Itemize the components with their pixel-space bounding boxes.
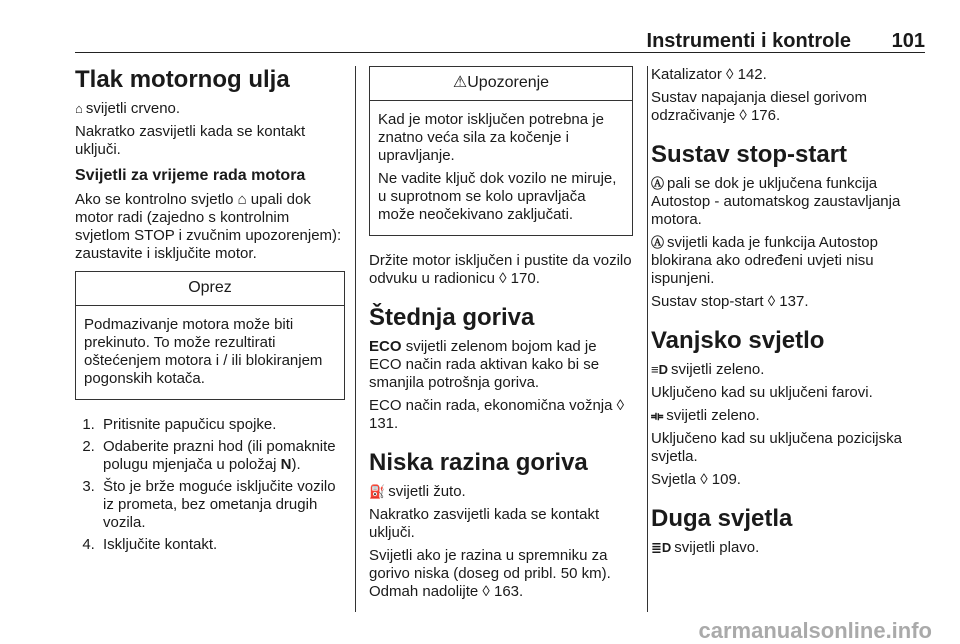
warning-box bbox=[369, 66, 633, 236]
heading-low-fuel: Niska razina goriva bbox=[369, 449, 588, 476]
catalyst-p: Katalizator ◊ 142. bbox=[651, 66, 767, 83]
ext-p4: Uključeno kad su uključena pozicijska svjetla. bbox=[651, 430, 902, 465]
stop-p2: Ⓐ svijetli kada je funkcija Autostop blokirana ako određeni uvjeti nisu ispunjeni. bbox=[651, 234, 878, 287]
caution-text: Podmazivanje motora može biti prekinuto. To može rezultirati oštećenjem motora i / ili blokiranjem pogonskih kotača. bbox=[84, 316, 323, 387]
page-number: 101 bbox=[891, 30, 925, 52]
autostop-blocked-icon: Ⓐ bbox=[651, 235, 665, 250]
low-beam-icon: ≡D bbox=[651, 362, 668, 377]
tow-p: Držite motor isključen i pustite da vozilo odvuku u radionicu ◊ 170. bbox=[369, 252, 632, 287]
list-item: 4. Isključite kontakt. bbox=[99, 536, 345, 554]
ext-p5: Svjetla ◊ 109. bbox=[651, 471, 741, 488]
stop-p1: Ⓐ pali se dok je uključena funkcija Autostop - automatskog zaustavljanja motora. bbox=[651, 175, 901, 228]
column-2 bbox=[369, 66, 633, 606]
column-1 bbox=[75, 66, 345, 558]
eco-p2: ECO način rada, ekonomična vožnja ◊ 131. bbox=[369, 397, 625, 432]
list-item: 1. Pritisnite papučicu spojke. bbox=[99, 416, 345, 434]
watermark: carmanualsonline.info bbox=[698, 618, 932, 643]
heading-stop-start: Sustav stop-start bbox=[651, 141, 848, 168]
oil-p1: ⌂ svijetli crveno. bbox=[75, 100, 181, 117]
list-item: 3. Što je brže moguće isključite vozilo iz prometa, bez ometanja drugih vozila. bbox=[99, 478, 345, 532]
autostop-icon: Ⓐ bbox=[651, 176, 665, 191]
eco-label: ECO bbox=[369, 338, 402, 355]
heading-engine-running: Svijetli za vrijeme rada motora bbox=[75, 167, 306, 184]
heading-oil-pressure: Tlak motornog ulja bbox=[75, 66, 290, 93]
fuel-pump-icon: ⛽ bbox=[369, 484, 386, 499]
position-light-icon: ⟚ bbox=[651, 408, 664, 423]
ext-p1: ≡D svijetli zeleno. bbox=[651, 361, 765, 378]
list-item: 2. Odaberite prazni hod (ili pomaknite polugu mjenjača u položaj N). bbox=[99, 438, 345, 474]
high-beam-icon: ≣D bbox=[651, 540, 672, 555]
fuel-p3: Svijetli ako je razina u spremniku za gorivo niska (doseg od pribl. 50 km). Odmah nadolijte ◊ 163. bbox=[369, 547, 611, 600]
page-header bbox=[75, 30, 925, 53]
caution-box bbox=[75, 271, 345, 400]
oil-p2: Nakratko zasvijetli kada se kontakt uključi. bbox=[75, 123, 306, 158]
ext-p3: ⟚ svijetli zeleno. bbox=[651, 407, 760, 424]
diesel-p: Sustav napajanja diesel gorivom odzračivanje ◊ 176. bbox=[651, 89, 867, 124]
steps-list bbox=[75, 416, 345, 554]
oil-can-icon: ⌂ bbox=[75, 101, 83, 116]
warning-title: ⚠Upozorenje bbox=[370, 67, 632, 101]
heading-high-beam: Duga svjetla bbox=[651, 505, 793, 532]
fuel-p2: Nakratko zasvijetli kada se kontakt uključi. bbox=[369, 506, 600, 541]
warning-p2: Ne vadite ključ dok vozilo ne miruje, u suprotnom se kolo upravljača može neočekivano zaključati. bbox=[378, 170, 617, 223]
high-p1: ≣D svijetli plavo. bbox=[651, 539, 760, 556]
warning-p1: Kad je motor isključen potrebna je znatno veća sila za kočenje i upravljanje. bbox=[378, 111, 604, 164]
header-title: Instrumenti i kontrole bbox=[646, 30, 851, 52]
eco-p1: ECO svijetli zelenom bojom kad je ECO način rada aktivan kako bi se smanjila potrošnja goriva. bbox=[369, 338, 600, 391]
heading-fuel-saving: Štednja goriva bbox=[369, 304, 535, 331]
warning-icon: ⚠ bbox=[452, 74, 468, 91]
column-divider bbox=[355, 66, 356, 612]
oil-p3: Ako se kontrolno svjetlo ⌂ upali dok motor radi (zajedno s kontrolnim svjetlom STOP i zvučnim upozorenjem): zaustavite i isključite motor. bbox=[75, 191, 342, 262]
fuel-p1: ⛽ svijetli žuto. bbox=[369, 483, 466, 500]
caution-title: Oprez bbox=[76, 272, 344, 306]
column-3 bbox=[651, 66, 931, 562]
ext-p2: Uključeno kad su uključeni farovi. bbox=[651, 384, 873, 401]
heading-exterior-light: Vanjsko svjetlo bbox=[651, 327, 825, 354]
stop-p3: Sustav stop-start ◊ 137. bbox=[651, 293, 809, 310]
column-divider bbox=[647, 66, 648, 612]
